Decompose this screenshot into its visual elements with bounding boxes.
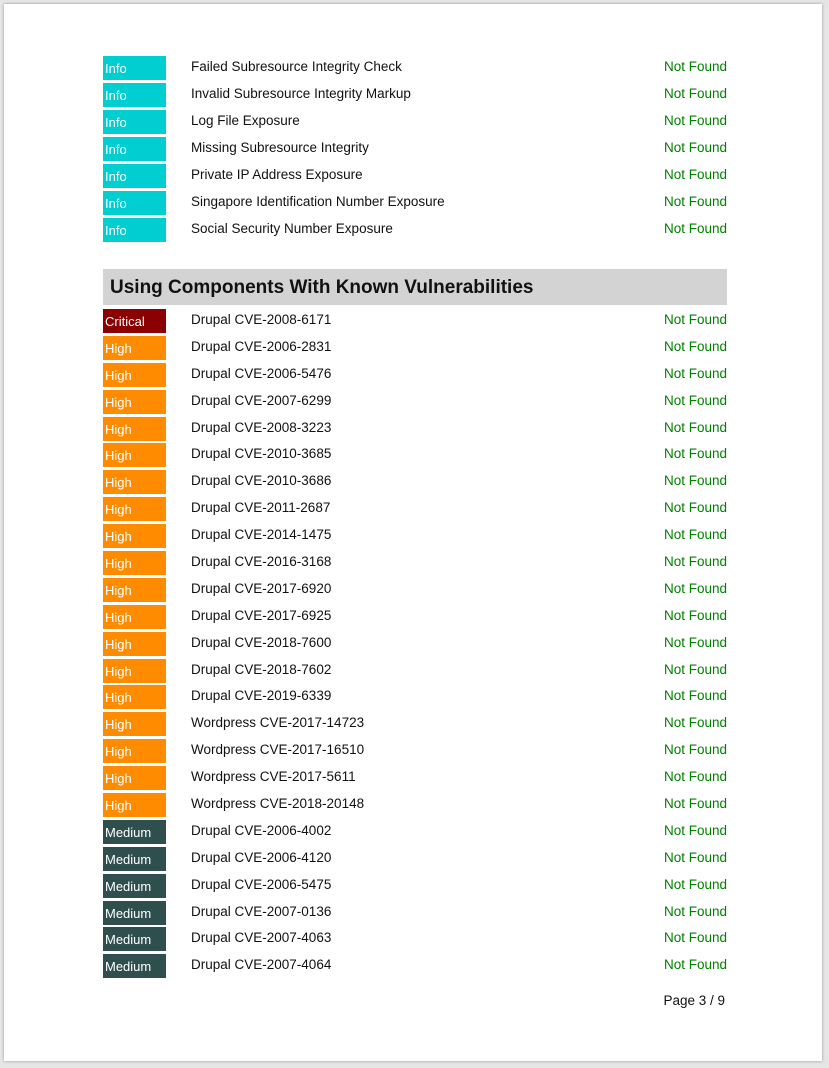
- severity-badge: Medium: [103, 927, 166, 951]
- check-status: Not Found: [663, 86, 727, 101]
- vulnerable-components-list: [103, 309, 727, 981]
- check-name: Drupal CVE-2017-6925: [191, 607, 332, 623]
- check-name: Drupal CVE-2011-2687: [191, 500, 331, 516]
- section-title: Using Components With Known Vulnerabilities: [110, 277, 534, 298]
- check-row: [103, 363, 727, 390]
- check-status: Not Found: [663, 338, 727, 354]
- section-header: [103, 269, 727, 305]
- severity-badge: Info: [103, 110, 166, 134]
- check-row: [103, 470, 727, 497]
- check-row: [103, 56, 727, 83]
- severity-badge: High: [103, 470, 166, 494]
- check-status: Not Found: [663, 312, 727, 327]
- check-status: Not Found: [663, 876, 727, 892]
- check-status: Not Found: [663, 930, 727, 946]
- check-name: Drupal CVE-2007-4064: [191, 957, 332, 973]
- check-row: [103, 632, 727, 659]
- check-name: Log File Exposure: [191, 113, 300, 128]
- severity-badge: High: [103, 497, 166, 521]
- check-row: [103, 443, 727, 470]
- severity-badge: Medium: [103, 901, 166, 925]
- severity-badge: High: [103, 712, 166, 736]
- severity-badge: High: [103, 793, 166, 817]
- check-name: Drupal CVE-2018-7602: [191, 661, 332, 677]
- check-row: [103, 685, 727, 712]
- check-status: Not Found: [663, 715, 727, 731]
- severity-badge: High: [103, 685, 166, 709]
- check-row: [103, 605, 727, 632]
- check-name: Drupal CVE-2006-2831: [191, 338, 332, 354]
- check-row: [103, 137, 727, 164]
- check-status: Not Found: [663, 527, 727, 543]
- check-status: Not Found: [663, 392, 727, 408]
- check-status: Not Found: [663, 113, 727, 128]
- severity-badge: High: [103, 390, 166, 414]
- check-row: [103, 497, 727, 524]
- severity-badge: Medium: [103, 820, 166, 844]
- check-row: [103, 417, 727, 444]
- check-name: Drupal CVE-2010-3686: [191, 473, 332, 489]
- check-name: Drupal CVE-2006-4002: [191, 822, 332, 838]
- check-name: Drupal CVE-2014-1475: [191, 527, 332, 543]
- check-status: Not Found: [663, 903, 727, 919]
- check-name: Drupal CVE-2018-7600: [191, 634, 332, 650]
- check-status: Not Found: [663, 822, 727, 838]
- check-status: Not Found: [663, 419, 727, 435]
- check-name: Drupal CVE-2006-5475: [191, 876, 332, 892]
- severity-badge: High: [103, 336, 166, 360]
- severity-badge: High: [103, 605, 166, 629]
- severity-badge: High: [103, 363, 166, 387]
- check-name: Drupal CVE-2007-6299: [191, 392, 332, 408]
- check-status: Not Found: [663, 688, 727, 704]
- check-row: [103, 874, 727, 901]
- check-name: Drupal CVE-2007-4063: [191, 930, 332, 946]
- severity-badge: High: [103, 766, 166, 790]
- check-row: [103, 524, 727, 551]
- check-name: Drupal CVE-2006-5476: [191, 365, 332, 381]
- check-name: Failed Subresource Integrity Check: [191, 59, 402, 74]
- check-status: Not Found: [663, 140, 727, 155]
- check-row: [103, 927, 727, 954]
- check-row: [103, 578, 727, 605]
- check-name: Drupal CVE-2010-3685: [191, 446, 332, 462]
- check-status: Not Found: [663, 365, 727, 381]
- check-row: [103, 659, 727, 686]
- check-status: Not Found: [663, 167, 727, 182]
- severity-badge: High: [103, 551, 166, 575]
- check-row: [103, 551, 727, 578]
- check-row: [103, 739, 727, 766]
- check-row: [103, 793, 727, 820]
- check-row: [103, 820, 727, 847]
- check-name: Wordpress CVE-2018-20148: [191, 796, 365, 812]
- check-name: Wordpress CVE-2017-16510: [191, 742, 365, 758]
- check-status: Not Found: [663, 957, 727, 973]
- check-name: Drupal CVE-2008-3223: [191, 419, 332, 435]
- check-row: [103, 164, 727, 191]
- check-name: Drupal CVE-2019-6339: [191, 688, 332, 704]
- check-row: [103, 390, 727, 417]
- check-name: Singapore Identification Number Exposure: [191, 194, 445, 209]
- check-name: Invalid Subresource Integrity Markup: [191, 86, 411, 101]
- info-checks-list: [103, 56, 727, 245]
- report-page: [4, 4, 822, 1061]
- check-status: Not Found: [663, 59, 727, 74]
- check-status: Not Found: [663, 500, 727, 516]
- severity-badge: High: [103, 632, 166, 656]
- page-number: Page 3 / 9: [663, 993, 725, 1008]
- severity-badge: Info: [103, 56, 166, 80]
- check-row: [103, 191, 727, 218]
- check-name: Drupal CVE-2007-0136: [191, 903, 332, 919]
- check-row: [103, 766, 727, 793]
- check-status: Not Found: [663, 742, 727, 758]
- severity-badge: Medium: [103, 954, 166, 978]
- severity-badge: High: [103, 578, 166, 602]
- check-name: Wordpress CVE-2017-14723: [191, 715, 365, 731]
- check-name: Private IP Address Exposure: [191, 167, 363, 182]
- severity-badge: Critical: [103, 309, 166, 333]
- check-row: [103, 110, 727, 137]
- severity-badge: High: [103, 524, 166, 548]
- check-name: Social Security Number Exposure: [191, 221, 393, 236]
- check-status: Not Found: [663, 446, 727, 462]
- severity-badge: Info: [103, 218, 166, 242]
- check-status: Not Found: [663, 580, 727, 596]
- check-status: Not Found: [663, 221, 727, 236]
- check-row: [103, 309, 727, 336]
- check-status: Not Found: [663, 194, 727, 209]
- check-name: Missing Subresource Integrity: [191, 140, 369, 155]
- check-row: [103, 901, 727, 928]
- check-row: [103, 954, 727, 981]
- check-status: Not Found: [663, 473, 727, 489]
- severity-badge: High: [103, 739, 166, 763]
- check-status: Not Found: [663, 769, 727, 785]
- check-status: Not Found: [663, 634, 727, 650]
- severity-badge: Info: [103, 191, 166, 215]
- check-row: [103, 847, 727, 874]
- check-status: Not Found: [663, 849, 727, 865]
- severity-badge: Info: [103, 137, 166, 161]
- severity-badge: High: [103, 659, 166, 683]
- check-name: Wordpress CVE-2017-5611: [191, 769, 356, 785]
- check-status: Not Found: [663, 607, 727, 623]
- check-status: Not Found: [663, 554, 727, 570]
- check-name: Drupal CVE-2016-3168: [191, 554, 332, 570]
- check-status: Not Found: [663, 796, 727, 812]
- check-row: [103, 712, 727, 739]
- check-row: [103, 336, 727, 363]
- severity-badge: Medium: [103, 874, 166, 898]
- check-name: Drupal CVE-2006-4120: [191, 849, 332, 865]
- severity-badge: High: [103, 417, 166, 441]
- check-status: Not Found: [663, 661, 727, 677]
- check-row: [103, 83, 727, 110]
- check-name: Drupal CVE-2017-6920: [191, 580, 332, 596]
- check-row: [103, 218, 727, 245]
- severity-badge: High: [103, 443, 166, 467]
- check-name: Drupal CVE-2008-6171: [191, 312, 332, 327]
- severity-badge: Medium: [103, 847, 166, 871]
- severity-badge: Info: [103, 164, 166, 188]
- severity-badge: Info: [103, 83, 166, 107]
